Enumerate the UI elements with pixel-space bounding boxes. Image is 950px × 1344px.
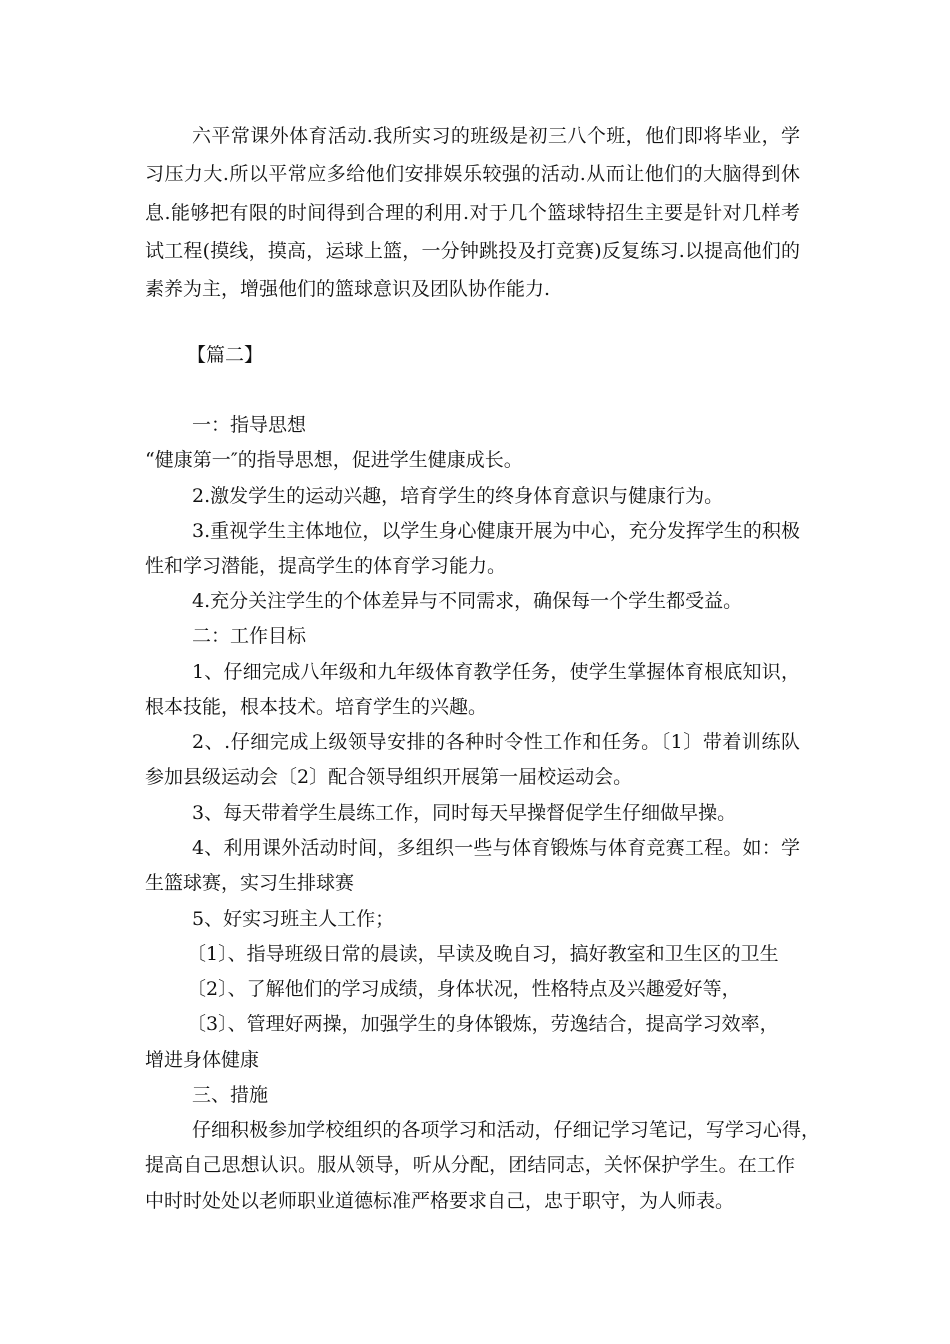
paragraph-1-line-5: 素养为主，增强他们的篮球意识及团队协作能力. [145,278,551,300]
goal-1-line-2: 根本技能，根本技术。培育学生的兴趣。 [145,696,488,718]
goal-4-line-2: 生篮球赛，实习生排球赛 [145,872,355,894]
guiding-ideology-text: “健康第一″的指导思想，促进学生健康成长。 [145,449,523,471]
paragraph-1-line-3: 息.能够把有限的时间得到合理的利用.对于几个篮球特招生主要是针对几样考 [145,202,800,224]
goal-4-line-1: 4、利用课外活动时间，多组织一些与体育锻炼与体育竞赛工程。如：学 [192,837,800,859]
paragraph-1-line-4: 试工程(摸线，摸高，运球上篮，一分钟跳投及打竞赛)反复练习.以提高他们的 [145,240,800,262]
goal-3: 3、每天带着学生晨练工作，同时每天早操督促学生仔细做早操。 [192,802,737,824]
subitem-3-line-2: 增进身体健康 [145,1049,260,1071]
heading-measures: 三、措施 [192,1084,269,1106]
item-2: 2.激发学生的运动兴趣，培育学生的终身体育意识与健康行为。 [192,485,724,507]
subitem-2: 〔2〕、了解他们的学习成绩，身体状况，性格特点及兴趣爱好等， [187,978,741,1000]
goal-2-line-2: 参加县级运动会〔2〕配合领导组织开展第一届校运动会。 [145,766,633,788]
item-3-line-1: 3.重视学生主体地位，以学生身心健康开展为中心，充分发挥学生的积极 [192,520,800,542]
goal-2-line-1: 2、.仔细完成上级领导安排的各种时令性工作和任务。〔1〕带着训练队 [192,731,800,753]
section-title: 【篇二】 [187,344,264,366]
measures-line-3: 中时时处处以老师职业道德标准严格要求自己，忠于职守，为人师表。 [145,1190,735,1212]
heading-work-goals: 二：工作目标 [192,625,307,647]
item-4: 4.充分关注学生的个体差异与不同需求，确保每一个学生都受益。 [192,590,743,612]
measures-line-2: 提高自己思想认识。服从领导，听从分配，团结同志，关怀保护学生。在工作 [145,1154,795,1176]
subitem-1: 〔1〕、指导班级日常的晨读，早读及晚自习，搞好教室和卫生区的卫生 [187,943,779,965]
item-3-line-2: 性和学习潜能，提高学生的体育学习能力。 [145,555,507,577]
paragraph-1-line-1: 六平常课外体育活动.我所实习的班级是初三八个班，他们即将毕业，学 [192,125,800,147]
measures-line-1: 仔细积极参加学校组织的各项学习和活动，仔细记学习笔记，写学习心得， [192,1119,820,1141]
subitem-3-line-1: 〔3〕、管理好两操，加强学生的身体锻炼，劳逸结合，提高学习效率， [187,1013,779,1035]
paragraph-1-line-2: 习压力大.所以平常应多给他们安排娱乐较强的活动.从而让他们的大脑得到休 [145,163,800,185]
goal-5: 5、好实习班主人工作； [192,908,395,930]
heading-guiding-ideology: 一：指导思想 [192,414,307,436]
goal-1-line-1: 1、仔细完成八年级和九年级体育教学任务，使学生掌握体育根底知识， [192,661,800,683]
